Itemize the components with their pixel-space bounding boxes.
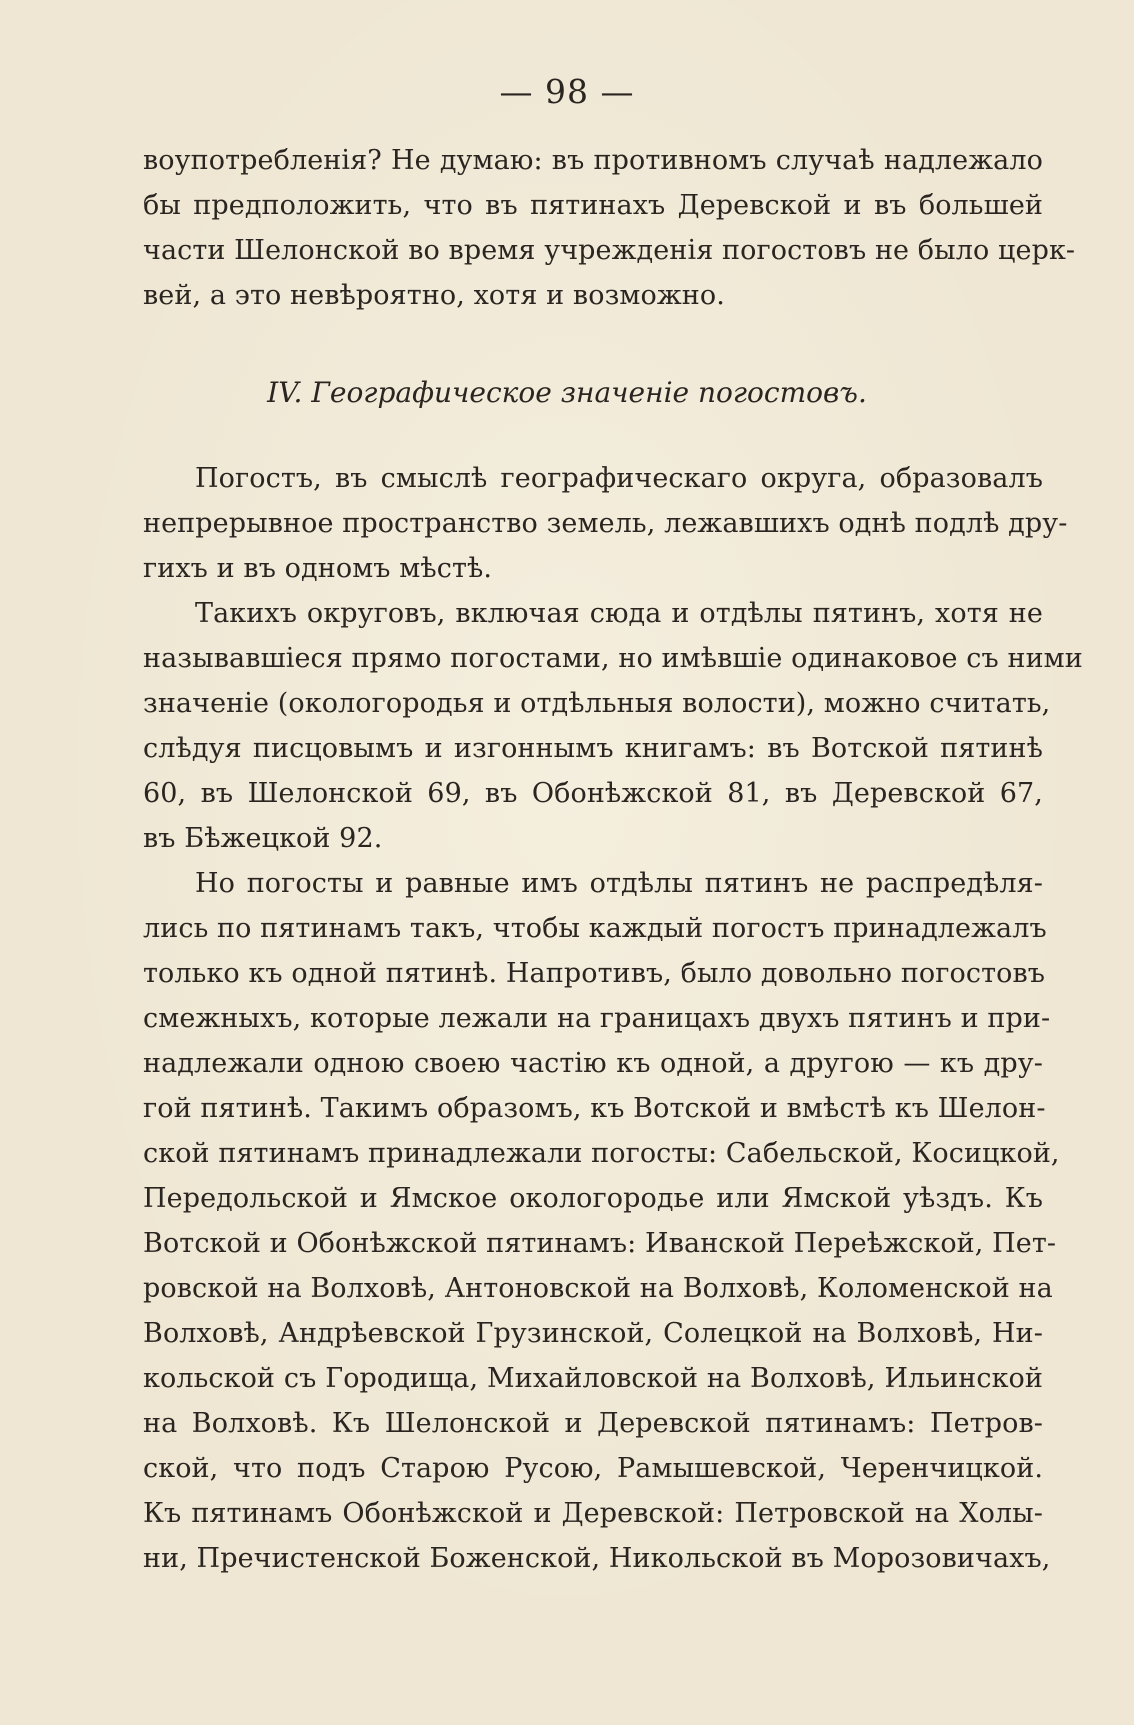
section-heading: IV. Географическое значеніе погостовъ. bbox=[267, 376, 867, 409]
text-line: ской, что подъ Старою Русою, Рамышевской, Черенчицкой. bbox=[143, 1453, 1043, 1484]
text-line: ни, Пречистенской Боженской, Никольской въ Морозовичахъ, bbox=[143, 1543, 1051, 1574]
text-line: надлежали одною своею частію къ одной, а другою — къ дру- bbox=[143, 1048, 1043, 1079]
text-line: значеніе (окологородья и отдѣльныя волости), можно считать, bbox=[143, 688, 1051, 719]
paragraph-1 bbox=[143, 456, 1068, 591]
text-line: кольской съ Городища, Михайловской на Волховѣ, Ильинской bbox=[143, 1363, 1043, 1394]
text-line: въ Бѣжецкой 92. bbox=[143, 823, 383, 854]
text-line: Такихъ округовъ, включая сюда и отдѣлы пятинъ, хотя не bbox=[195, 598, 1043, 629]
text-line: на Волховѣ. Къ Шелонской и Деревской пятинамъ: Петров- bbox=[143, 1408, 1043, 1439]
text-line: ской пятинамъ принадлежали погосты: Сабельской, Косицкой, bbox=[143, 1138, 1060, 1169]
text-line: 60, въ Шелонской 69, въ Обонѣжской 81, въ Деревской 67, bbox=[143, 778, 1043, 809]
text-line: непрерывное пространство земель, лежавшихъ однѣ подлѣ дру- bbox=[143, 508, 1068, 539]
text-line: гихъ и въ одномъ мѣстѣ. bbox=[143, 553, 493, 584]
text-line: слѣдуя писцовымъ и изгоннымъ книгамъ: въ Вотской пятинѣ bbox=[143, 733, 1043, 764]
top-paragraph bbox=[143, 138, 1076, 318]
text-line: воупотребленія? Не думаю: въ противномъ случаѣ надлежало bbox=[143, 145, 1043, 176]
page-number: — 98 — bbox=[499, 72, 635, 111]
text-line: лись по пятинамъ такъ, чтобы каждый погостъ принадлежалъ bbox=[143, 913, 1047, 944]
text-line: смежныхъ, которые лежали на границахъ двухъ пятинъ и при- bbox=[143, 1003, 1051, 1034]
text-line: Къ пятинамъ Обонѣжской и Деревской: Петровской на Холы- bbox=[143, 1498, 1043, 1529]
text-line: вей, а это невѣроятно, хотя и возможно. bbox=[143, 280, 725, 311]
text-line: Погостъ, въ смыслѣ географическаго округа, образовалъ bbox=[195, 463, 1043, 494]
text-line: части Шелонской во время учрежденія погостовъ не было церк- bbox=[143, 235, 1076, 266]
text-line: Но погосты и равные имъ отдѣлы пятинъ не распредѣля- bbox=[195, 868, 1043, 899]
text-line: называвшіеся прямо погостами, но имѣвшіе одинаковое съ ними bbox=[143, 643, 1083, 674]
text-line: Волховѣ, Андрѣевской Грузинской, Солецкой на Волховѣ, Ни- bbox=[143, 1318, 1043, 1349]
text-line: Вотской и Обонѣжской пятинамъ: Иванской Переѣжской, Пет- bbox=[143, 1228, 1057, 1259]
text-line: гой пятинѣ. Такимъ образомъ, къ Вотской и вмѣстѣ къ Шелон- bbox=[143, 1093, 1046, 1124]
text-line: ровской на Волховѣ, Антоновской на Волховѣ, Коломенской на bbox=[143, 1273, 1053, 1304]
paragraph-3 bbox=[143, 861, 1060, 1581]
paragraph-2 bbox=[143, 591, 1083, 861]
text-line: только къ одной пятинѣ. Напротивъ, было довольно погостовъ bbox=[143, 958, 1046, 989]
text-line: бы предположить, что въ пятинахъ Деревской и въ большей bbox=[143, 190, 1043, 221]
text-line: Передольской и Ямское окологородье или Ямской уѣздъ. Къ bbox=[143, 1183, 1043, 1214]
